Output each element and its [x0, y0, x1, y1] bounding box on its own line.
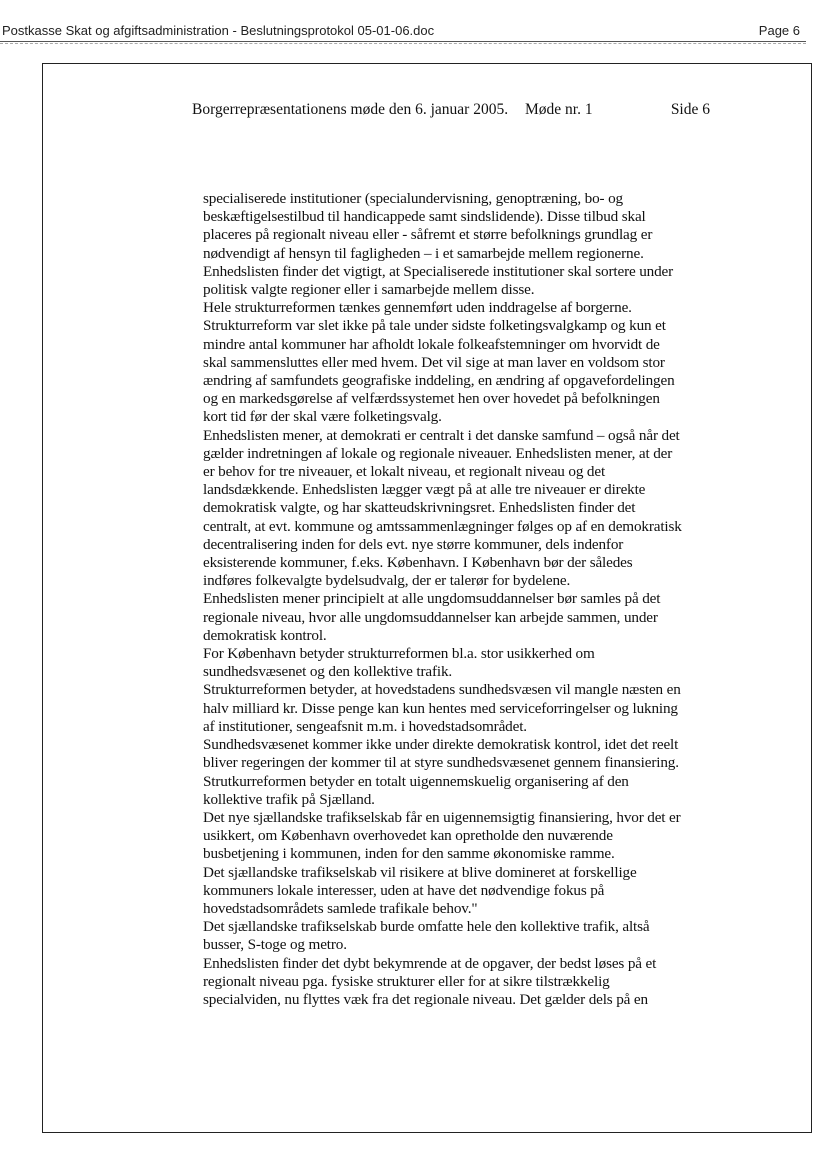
body-line: halv milliard kr. Disse penge kan kun hentes med serviceforringelser og lukning	[203, 699, 678, 717]
body-line: For København betyder strukturreformen bl.a. stor usikkerhed om	[203, 645, 595, 663]
page-header	[192, 101, 710, 121]
body-line: gælder indretningen af lokale og regionale niveauer. Enhedslisten mener, at der	[203, 444, 673, 462]
body-line: hovedstadsområdets samlede trafikale behov."	[203, 899, 478, 917]
body-line: kollektive trafik på Sjælland.	[203, 790, 375, 808]
document-path: Postkasse Skat og afgiftsadministration - Beslutningsprotokol 05-01-06.doc	[2, 23, 435, 38]
body-line: Det nye sjællandske trafikselskab får en uigennemsigtig finansiering, hvor det er	[203, 808, 681, 826]
header-rule-dashed	[0, 43, 806, 44]
body-line: Det sjællandske trafikselskab vil risikere at blive domineret at forskellige	[203, 863, 637, 881]
body-line: usikkert, om København overhovedet kan opretholde den nuværende	[203, 827, 613, 845]
body-line: Strutkurreformen betyder en totalt uigennemskuelig organisering af den	[203, 772, 629, 790]
body-line: nødvendigt af hensyn til fagligheden – i et samarbejde mellem regionerne.	[203, 244, 644, 262]
body-line: kort tid før der skal være folketingsvalg.	[203, 408, 442, 426]
page-label: Page 6	[758, 23, 800, 38]
body-line: af institutioner, sengeafsnit m.m. i hovedstadsområdet.	[203, 717, 527, 735]
body-line: Det sjællandske trafikselskab burde omfatte hele den kollektive trafik, altså	[203, 918, 650, 936]
body-line: er behov for tre niveauer, et lokalt niveau, et regionalt niveau og det	[203, 463, 606, 481]
body-line: Hele strukturreformen tænkes gennemført uden inddragelse af borgerne.	[203, 299, 632, 317]
body-line: placeres på regionalt niveau eller - såfremt et større befolknings grundlag er	[203, 226, 653, 244]
body-line: Enhedslisten mener principielt at alle ungdomsuddannelser bør samles på det	[203, 590, 661, 608]
body-line: Strukturreformen betyder, at hovedstadens sundhedsvæsen vil mangle næsten en	[203, 681, 681, 699]
body-line: mindre antal kommuner har afholdt lokale folkeafstemninger om hvorvidt de	[203, 335, 660, 353]
body-line: regionalt niveau pga. fysiske strukturer eller for at sikre tilstrækkelig	[203, 972, 610, 990]
body-line: og en markedsgørelse af velfærdssystemet hen over hovedet på befolkningen	[203, 390, 660, 408]
body-line: busbetjening i kommunen, inden for den samme økonomiske ramme.	[203, 845, 615, 863]
body-line: demokratisk kontrol.	[203, 626, 327, 644]
body-line: beskæftigelsestilbud til handicappede samt sindslidende). Disse tilbud skal	[203, 208, 646, 226]
body-line: regionale niveau, hvor alle ungdomsuddannelser kan arbejde sammen, under	[203, 608, 658, 626]
body-line: Enhedslisten finder det vigtigt, at Specialiserede institutioner skal sortere under	[203, 262, 674, 280]
body-line: bliver regeringen der kommer til at styre sundhedsvæsenet gennem finansiering.	[203, 754, 679, 772]
body-line: busser, S-toge og metro.	[203, 936, 347, 954]
body-line: landsdækkende. Enhedslisten lægger vægt på at alle tre niveauer er direkte	[203, 481, 646, 499]
body-line: sundhedsvæsenet og den kollektive trafik.	[203, 663, 453, 681]
body-line: specialiserede institutioner (specialundervisning, genoptræning, bo- og	[203, 190, 623, 207]
body-text	[203, 190, 723, 1009]
body-line: decentralisering inden for dels evt. nye større kommuner, dels indenfor	[203, 535, 624, 553]
body-line: centralt, at evt. kommune og amtssammenlægninger følges op af en demokratisk	[203, 517, 682, 535]
page-header-side: Side 6	[670, 101, 710, 118]
body-line: Enhedslisten finder det dybt bekymrende at de opgaver, der bedst løses på et	[203, 954, 657, 972]
body-line: kommuners lokale interesser, uden at have det nødvendige fokus på	[203, 881, 605, 899]
body-line: ændring af samfundets geografiske inddeling, en ændring af opgavefordelingen	[203, 372, 675, 390]
body-line: demokratisk valgte, og har skatteudskrivningsret. Enhedslisten finder det	[203, 499, 636, 517]
header-rule	[0, 41, 806, 42]
page-header-title: Borgerrepræsentationens møde den 6. januar 2005.	[192, 101, 509, 118]
body-line: Sundhedsvæsenet kommer ikke under direkte demokratisk kontrol, idet det reelt	[203, 736, 679, 754]
body-line: skal sammensluttes eller med hvem. Det vil sige at man laver en voldsom stor	[203, 353, 665, 371]
body-line: politisk valgte regioner eller i samarbejde mellem disse.	[203, 281, 535, 299]
body-line: Strukturreform var slet ikke på tale under sidste folketingsvalgkamp og kun et	[203, 317, 666, 335]
body-line: Enhedslisten mener, at demokrati er centralt i det danske samfund – også når det	[203, 426, 680, 444]
body-line: eksisterende kommuner, f.eks. København. I København bør der således	[203, 554, 633, 572]
page-header-meeting: Møde nr. 1	[525, 101, 593, 118]
body-line: specialviden, nu flyttes væk fra det regionale niveau. Det gælder dels på en	[203, 990, 648, 1008]
body-line: indføres folkevalgte bydelsudvalg, der er talerør for bydelene.	[203, 572, 571, 590]
